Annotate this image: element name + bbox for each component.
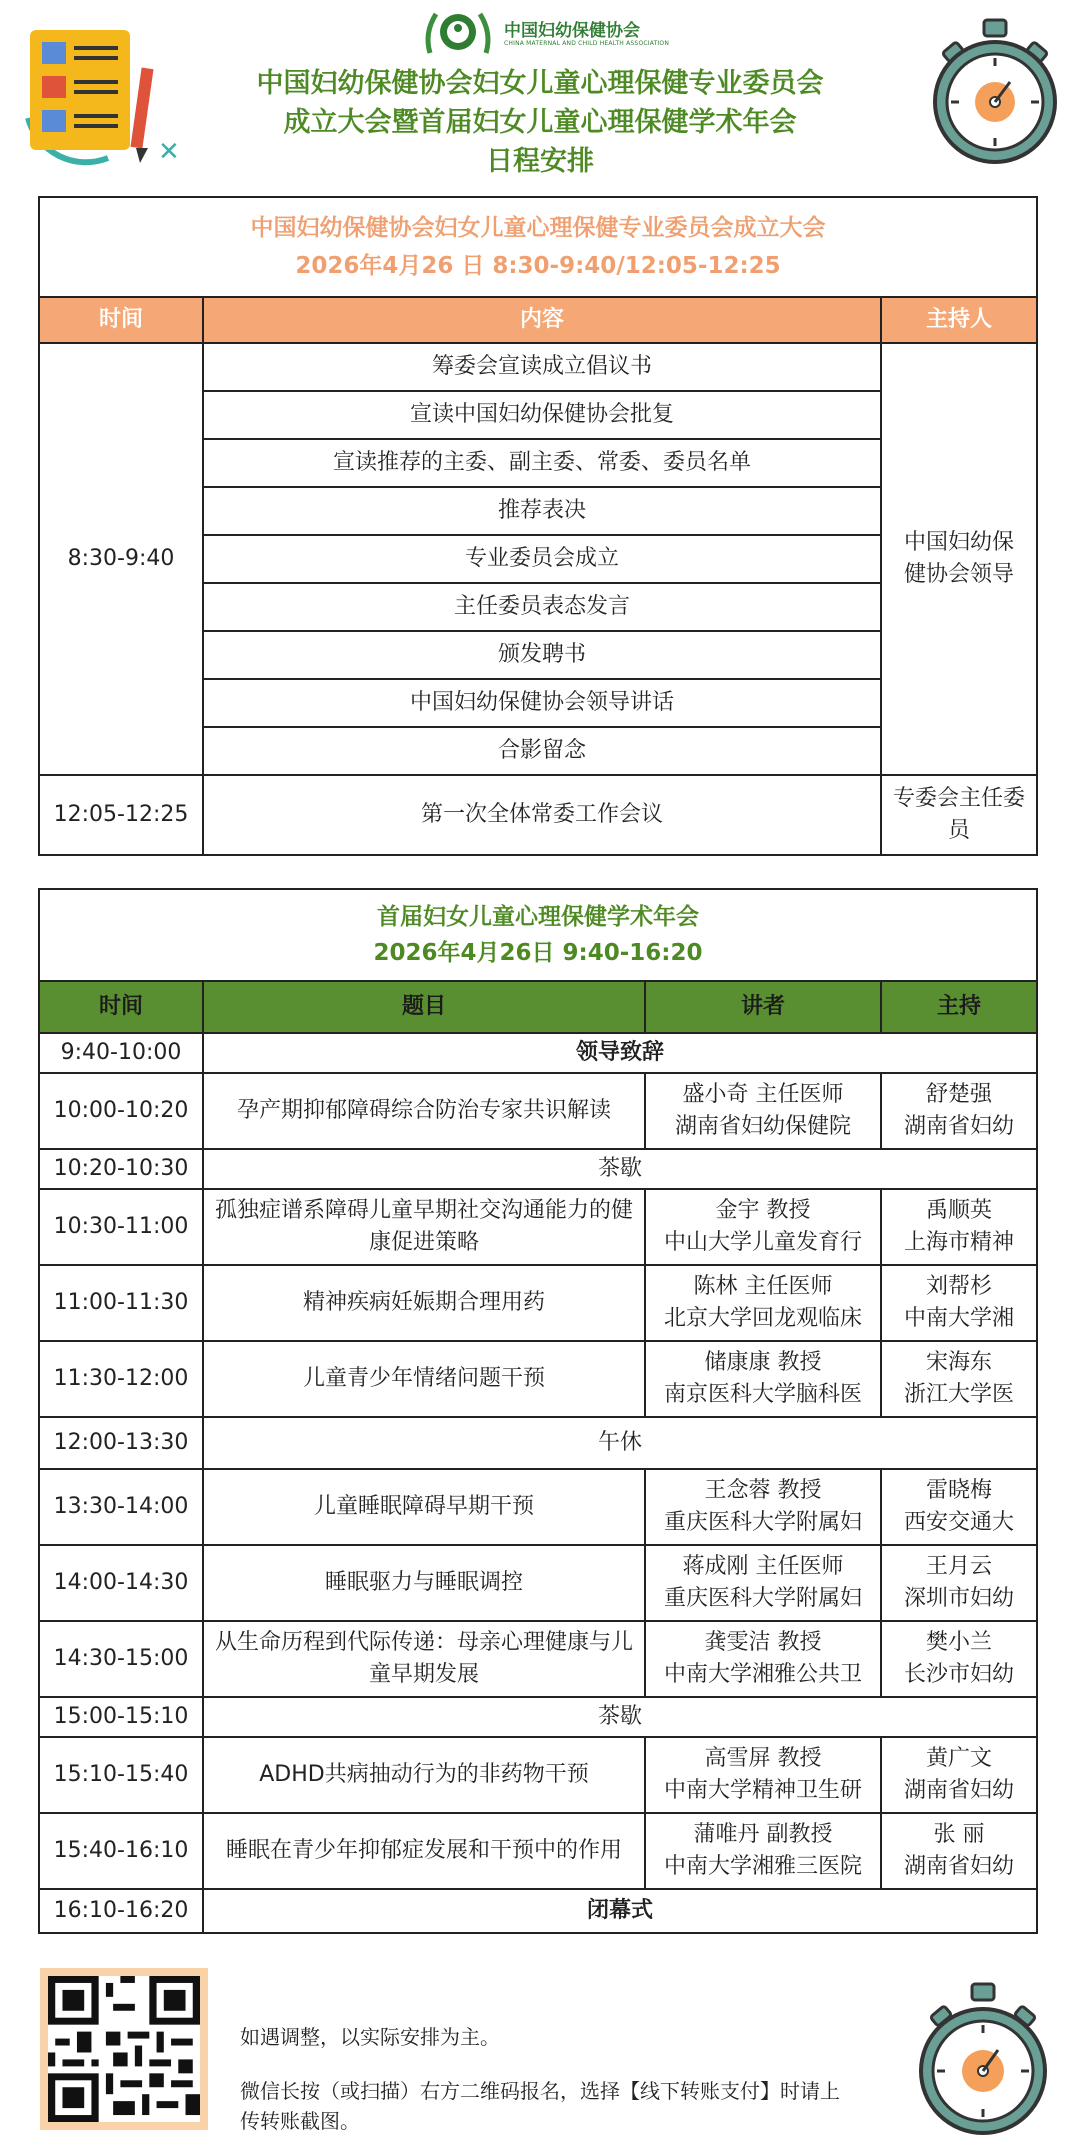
schedule-row (39, 1341, 1037, 1417)
speaker-affiliation: 重庆医科大学附属妇 (663, 1586, 862, 1611)
session-speaker (645, 1265, 881, 1341)
session-topic: 孕产期抑郁障碍综合防治专家共识解读 (203, 1073, 645, 1149)
speaker-affiliation: 重庆医科大学附属妇 (663, 1510, 862, 1535)
host-name: 樊小兰 (925, 1630, 992, 1655)
session-speaker (645, 1737, 881, 1813)
session-topic: 睡眠驱力与睡眠调控 (203, 1545, 645, 1621)
host-name: 张 丽 (933, 1822, 985, 1847)
session-time: 15:40-16:10 (39, 1813, 203, 1889)
block-time: 8:30-9:40 (39, 343, 203, 775)
schedule-row (39, 1417, 1037, 1469)
col-header-topic: 题目 (203, 981, 645, 1033)
svg-text:✕: ✕ (158, 137, 178, 167)
footer-note-adjustment: 如遇调整，以实际安排为主。 (240, 2025, 500, 2049)
schedule-row (39, 1469, 1037, 1545)
host-affiliation: 长沙市妇幼 (903, 1662, 1014, 1687)
col-header-host: 主持人 (881, 297, 1037, 343)
speaker-name: 蒲唯丹 副教授 (693, 1822, 833, 1847)
academic-meeting-header (39, 889, 1037, 981)
host-affiliation: 上海市精神 (903, 1230, 1014, 1255)
speaker-name: 高雪屏 教授 (704, 1746, 822, 1771)
speaker-name: 陈林 主任医师 (693, 1274, 833, 1299)
section2-datetime: 2026年4月26日 9:40-16:20 (373, 940, 703, 966)
qr-code-icon (48, 1976, 200, 2122)
schedule-row (39, 1189, 1037, 1265)
speaker-affiliation: 南京医科大学脑科医 (663, 1382, 862, 1407)
session-time: 10:00-10:20 (39, 1073, 203, 1149)
speaker-name: 金宇 教授 (715, 1198, 811, 1223)
schedule-row (39, 1697, 1037, 1737)
agenda-item: 颁发聘书 (203, 631, 881, 679)
schedule-row (39, 1073, 1037, 1149)
session-host (881, 1073, 1037, 1149)
col-header-host: 主持 (881, 981, 1037, 1033)
agenda-item: 宣读中国妇幼保健协会批复 (203, 391, 881, 439)
host-affiliation: 中南大学湘 (903, 1306, 1014, 1331)
host-name: 宋海东 (925, 1350, 992, 1375)
session-span: 午休 (203, 1417, 1037, 1469)
session-time: 11:30-12:00 (39, 1341, 203, 1417)
block-host: 中国妇幼保健协会领导 (881, 343, 1037, 775)
association-logo (420, 8, 670, 62)
session-host (881, 1813, 1037, 1889)
host-name: 雷晓梅 (925, 1478, 992, 1503)
session-span: 领导致辞 (203, 1033, 1037, 1073)
schedule-row (39, 1621, 1037, 1697)
session-span: 茶歇 (203, 1149, 1037, 1189)
speaker-name: 盛小奇 主任医师 (682, 1082, 844, 1107)
host-name: 黄广文 (925, 1746, 992, 1771)
session-speaker (645, 1469, 881, 1545)
section2-title: 首届妇女儿童心理保健学术年会 (377, 904, 699, 930)
session-host (881, 1341, 1037, 1417)
session-host (881, 1189, 1037, 1265)
col-header-time: 时间 (39, 981, 203, 1033)
session-span: 闭幕式 (203, 1889, 1037, 1933)
host-name: 舒楚强 (925, 1082, 992, 1107)
academic-meeting-table (38, 888, 1038, 1934)
session-host (881, 1265, 1037, 1341)
speaker-name: 王念蓉 教授 (704, 1478, 822, 1503)
col-header-time: 时间 (39, 297, 203, 343)
host-name: 禹顺英 (925, 1198, 992, 1223)
host-affiliation: 湖南省妇幼 (903, 1778, 1014, 1803)
speaker-affiliation: 中山大学儿童发育行 (663, 1230, 862, 1255)
session-time: 13:30-14:00 (39, 1469, 203, 1545)
session-time: 15:00-15:10 (39, 1697, 203, 1737)
logo-name: 中国妇幼保健协会 (504, 21, 640, 42)
founding-meeting-header (39, 197, 1037, 297)
speaker-name: 龚雯洁 教授 (704, 1630, 822, 1655)
session-time: 14:00-14:30 (39, 1545, 203, 1621)
session-speaker (645, 1545, 881, 1621)
title-line-3: 日程安排 (486, 146, 594, 177)
session-topic: 儿童青少年情绪问题干预 (203, 1341, 645, 1417)
col-header-speaker: 讲者 (645, 981, 881, 1033)
session-time: 10:20-10:30 (39, 1149, 203, 1189)
last-host: 专委会主任委员 (881, 775, 1037, 855)
schedule-row (39, 1889, 1037, 1933)
speaker-affiliation: 中南大学湘雅公共卫 (663, 1662, 862, 1687)
session-topic: 从生命历程到代际传递：母亲心理健康与儿童早期发展 (203, 1621, 645, 1697)
schedule-row (39, 1265, 1037, 1341)
agenda-item: 中国妇幼保健协会领导讲话 (203, 679, 881, 727)
logo-english: CHINA MATERNAL AND CHILD HEALTH ASSOCIATION (504, 40, 670, 48)
last-time: 12:05-12:25 (39, 775, 203, 855)
speaker-affiliation: 中南大学精神卫生研 (663, 1778, 862, 1803)
section1-title: 中国妇幼保健协会妇女儿童心理保健专业委员会成立大会 (250, 215, 826, 241)
session-host (881, 1737, 1037, 1813)
registration-qr-code[interactable] (40, 1968, 208, 2130)
footer-note-registration: 微信长按（或扫描）右方二维码报名，选择【线下转账支付】时请上传转账截图。 (240, 2079, 840, 2133)
speaker-affiliation: 中南大学湘雅三医院 (663, 1854, 862, 1879)
speaker-name: 储康康 教授 (704, 1350, 822, 1375)
host-affiliation: 浙江大学医 (903, 1382, 1014, 1407)
session-host (881, 1545, 1037, 1621)
host-name: 刘帮杉 (925, 1274, 992, 1299)
agenda-item: 专业委员会成立 (203, 535, 881, 583)
session-host (881, 1621, 1037, 1697)
agenda-item: 筹委会宣读成立倡议书 (203, 343, 881, 391)
speaker-affiliation: 湖南省妇幼保健院 (674, 1114, 851, 1139)
agenda-item: 推荐表决 (203, 487, 881, 535)
session-span: 茶歇 (203, 1697, 1037, 1737)
agenda-item: 合影留念 (203, 727, 881, 775)
agenda-item: 主任委员表态发言 (203, 583, 881, 631)
host-affiliation: 湖南省妇幼 (903, 1114, 1014, 1139)
host-affiliation: 湖南省妇幼 (903, 1854, 1014, 1879)
session-topic: ADHD共病抽动行为的非药物干预 (203, 1737, 645, 1813)
title-line-2: 成立大会暨首届妇女儿童心理保健学术年会 (283, 107, 797, 138)
founding-meeting-table (38, 196, 1038, 856)
session-speaker (645, 1621, 881, 1697)
speaker-name: 蒋成刚 主任医师 (682, 1554, 844, 1579)
last-content: 第一次全体常委工作会议 (203, 775, 881, 855)
schedule-row (39, 1545, 1037, 1621)
session-topic: 孤独症谱系障碍儿童早期社交沟通能力的健康促进策略 (203, 1189, 645, 1265)
host-name: 王月云 (925, 1554, 992, 1579)
agenda-item: 宣读推荐的主委、副主委、常委、委员名单 (203, 439, 881, 487)
laurel-emblem-icon (420, 8, 496, 62)
schedule-row (39, 1149, 1037, 1189)
host-affiliation: 深圳市妇幼 (903, 1586, 1014, 1611)
session-speaker (645, 1341, 881, 1417)
schedule-row (39, 1737, 1037, 1813)
session-topic: 儿童睡眠障碍早期干预 (203, 1469, 645, 1545)
section1-datetime: 2026年4月26 日 8:30-9:40/12:05-12:25 (295, 253, 781, 279)
session-time: 16:10-16:20 (39, 1889, 203, 1933)
session-time: 9:40-10:00 (39, 1033, 203, 1073)
col-header-content: 内容 (203, 297, 881, 343)
stopwatch-icon (918, 1976, 1048, 2146)
session-time: 12:00-13:30 (39, 1417, 203, 1469)
schedule-row (39, 1813, 1037, 1889)
host-affiliation: 西安交通大 (903, 1510, 1014, 1535)
session-speaker (645, 1813, 881, 1889)
title-line-1: 中国妇幼保健协会妇女儿童心理保健专业委员会 (256, 68, 824, 99)
schedule-row (39, 1033, 1037, 1073)
session-speaker (645, 1189, 881, 1265)
session-topic: 精神疾病妊娠期合理用药 (203, 1265, 645, 1341)
session-topic: 睡眠在青少年抑郁症发展和干预中的作用 (203, 1813, 645, 1889)
session-time: 15:10-15:40 (39, 1737, 203, 1813)
stopwatch-icon (930, 12, 1060, 172)
session-time: 11:00-11:30 (39, 1265, 203, 1341)
session-speaker (645, 1073, 881, 1149)
speaker-affiliation: 北京大学回龙观临床 (663, 1306, 862, 1331)
session-time: 10:30-11:00 (39, 1189, 203, 1265)
session-host (881, 1469, 1037, 1545)
session-time: 14:30-15:00 (39, 1621, 203, 1697)
